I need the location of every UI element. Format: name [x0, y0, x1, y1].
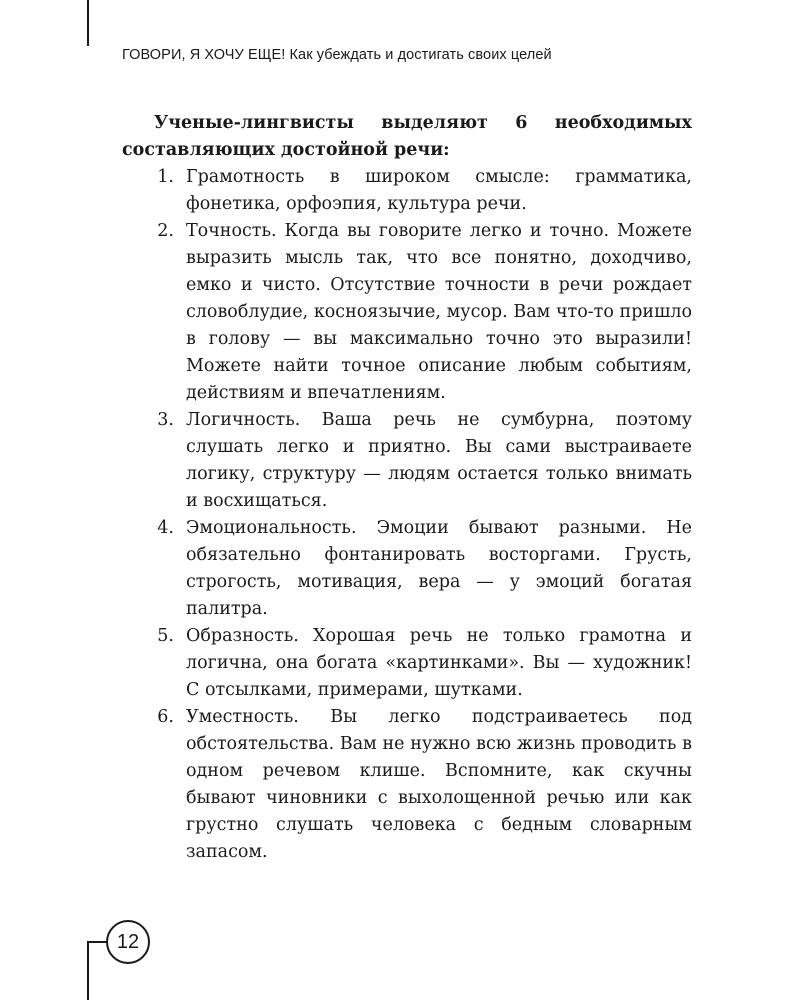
bottom-margin-rule: [87, 942, 89, 1000]
intro-paragraph: Ученые-лингвисты выделяют 6 необходимых составляющих достойной речи:: [122, 113, 692, 160]
list-item-number: 5.: [157, 626, 174, 646]
page-body: [122, 110, 692, 866]
list-item: [122, 515, 692, 623]
page-number-connector: [87, 941, 107, 943]
list-item-text: Образность. Хорошая речь не только грамотна и логична, она богата «картинками». Вы — художник! С отсылками, примерами, шутками.: [186, 626, 692, 700]
list-item: [122, 704, 692, 866]
list-item-number: 3.: [157, 410, 174, 430]
component-list: [122, 164, 692, 866]
list-item: [122, 623, 692, 704]
list-item-text: Грамотность в широком смысле: грамматика, фонетика, орфоэпия, культура речи.: [186, 167, 692, 214]
list-item-text: Точность. Когда вы говорите легко и точно. Можете выразить мысль так, что все понятно, доходчиво, емко и чисто. Отсутствие точности в речи рождает словоблудие, косноязычие, мусор. Вам что-то пришло в голову — вы максимально точно это выразили! Можете найти точное описание любым событиям, действиям и впечатлениям.: [186, 221, 692, 403]
page-number-badge: 12: [106, 920, 150, 964]
list-item: [122, 164, 692, 218]
list-item-text: Логичность. Ваша речь не сумбурна, поэтому слушать легко и приятно. Вы сами выстраиваете логику, структуру — людям остается только внимать и восхищаться.: [186, 410, 692, 511]
list-item: [122, 407, 692, 515]
list-item-number: 2.: [157, 221, 174, 241]
list-item-text: Эмоциональность. Эмоции бывают разными. Не обязательно фонтанировать восторгами. Грусть, строгость, мотивация, вера — у эмоций богатая палитра.: [186, 518, 692, 619]
list-item-text: Уместность. Вы легко подстраиваетесь под обстоятельства. Вам не нужно всю жизнь проводить в одном речевом клише. Вспомните, как скучны бывают чиновники с выхолощенной речью или как грустно слушать человека с бедным словарным запасом.: [186, 707, 692, 862]
list-item-number: 1.: [157, 167, 174, 187]
running-header: ГОВОРИ, Я ХОЧУ ЕЩЕ! Как убеждать и достигать своих целей: [122, 47, 552, 63]
list-item: [122, 218, 692, 407]
top-margin-rule: [87, 0, 89, 46]
list-item-number: 4.: [157, 518, 174, 538]
list-item-number: 6.: [157, 707, 174, 727]
